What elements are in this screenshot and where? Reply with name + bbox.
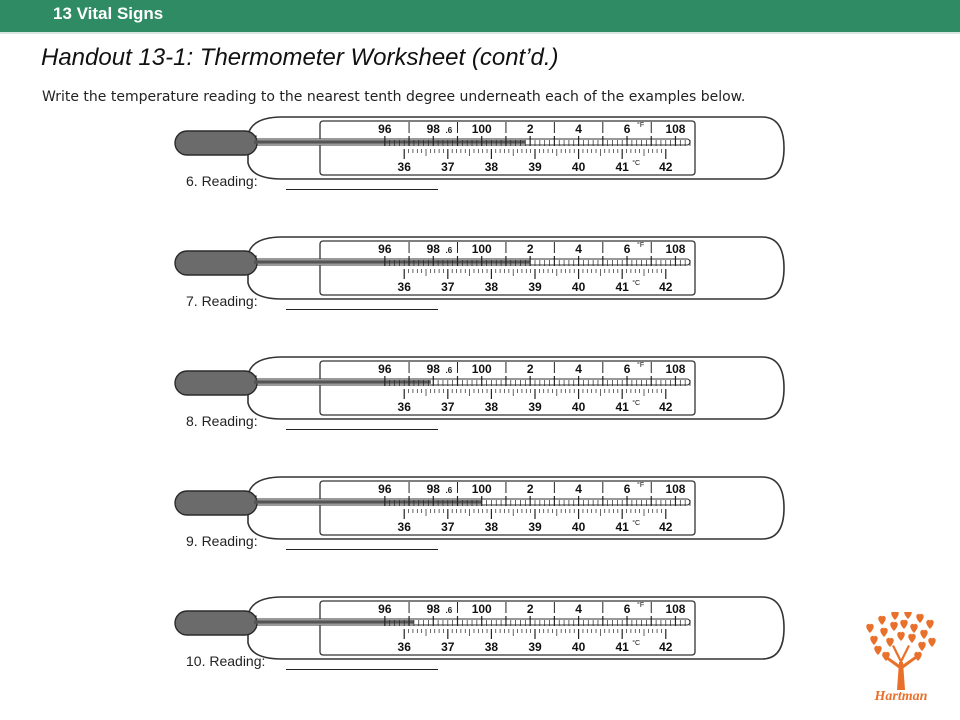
answer-blank[interactable]	[286, 189, 438, 190]
c-scale-label: 37	[441, 160, 455, 174]
f-scale-label: 98	[426, 242, 440, 256]
heart-leaf	[920, 630, 927, 639]
thermometer-item	[0, 233, 960, 333]
f-scale-label: 100	[471, 122, 492, 136]
c-scale-label: 38	[484, 640, 499, 654]
c-scale-label: 40	[571, 520, 586, 534]
c-scale-label: 41	[615, 280, 629, 294]
c-scale-label: 40	[571, 280, 586, 294]
heart-leaf	[928, 638, 935, 647]
c-unit-label: °C	[632, 400, 641, 407]
c-unit-label: °C	[632, 280, 641, 287]
f-scale-label: 100	[471, 482, 492, 496]
c-scale-label: 37	[441, 400, 455, 414]
c-unit-label: °C	[632, 640, 641, 647]
c-scale-label: 40	[571, 400, 586, 414]
f-scale-label: 100	[471, 362, 492, 376]
f-scale-label: 6	[623, 122, 631, 136]
instructions: Write the temperature reading to the nearest tenth degree underneath each of the examples below.	[42, 89, 746, 105]
f-scale-label: .6	[445, 486, 453, 495]
f-scale-label: 100	[471, 602, 492, 616]
f-scale-label: 96	[378, 482, 392, 496]
c-scale-label: 39	[528, 160, 542, 174]
c-scale-label: 42	[659, 400, 673, 414]
heart-leaf	[914, 652, 921, 661]
page-title: Handout 13-1: Thermometer Worksheet (cont’d.)	[41, 44, 559, 71]
c-scale-label: 42	[659, 520, 673, 534]
f-scale-label: .6	[445, 606, 453, 615]
heart-leaf	[918, 642, 925, 651]
c-scale-label: 38	[484, 280, 499, 294]
heart-leaf	[874, 646, 881, 655]
f-scale-label: 96	[378, 602, 392, 616]
f-unit-label: °F	[637, 482, 645, 489]
c-unit-label: °C	[632, 160, 641, 167]
thermometer-illustration	[170, 473, 790, 543]
bulb	[175, 611, 257, 635]
f-scale-label: 4	[575, 602, 582, 616]
f-scale-label: .6	[445, 366, 453, 375]
c-scale-label: 37	[441, 640, 455, 654]
c-scale-label: 42	[659, 280, 673, 294]
f-unit-label: °F	[637, 122, 645, 129]
f-scale-label: 4	[575, 122, 582, 136]
f-unit-label: °F	[637, 602, 645, 609]
f-scale-label: .6	[445, 246, 453, 255]
c-scale-label: 41	[615, 400, 629, 414]
bulb	[175, 371, 257, 395]
thermometer-item	[0, 113, 960, 213]
c-scale-label: 40	[571, 640, 586, 654]
f-scale-label: 6	[623, 242, 631, 256]
f-scale-label: 108	[665, 482, 686, 496]
heart-leaf	[891, 612, 898, 620]
f-scale-label: 2	[526, 242, 534, 256]
tree-icon	[862, 612, 940, 692]
c-scale-label: 37	[441, 520, 455, 534]
c-scale-label: 36	[397, 640, 411, 654]
mercury-column	[254, 260, 530, 264]
c-scale-label: 36	[397, 400, 411, 414]
heart-leaf	[910, 624, 917, 633]
chapter-label: 13 Vital Signs	[53, 4, 164, 23]
thermometer-illustration	[170, 113, 790, 183]
c-scale-label: 38	[484, 520, 499, 534]
f-scale-label: 2	[526, 482, 534, 496]
c-scale-label: 37	[441, 280, 455, 294]
c-scale-label: 41	[615, 640, 629, 654]
f-scale-label: 6	[623, 482, 631, 496]
thermometer-item	[0, 593, 960, 693]
reading-label: 7. Reading:	[186, 293, 258, 309]
heart-leaf	[866, 624, 873, 633]
answer-blank[interactable]	[286, 429, 438, 430]
f-scale-label: 4	[575, 482, 582, 496]
chapter-header-bar	[0, 0, 960, 34]
heart-leaf	[897, 632, 904, 641]
c-scale-label: 40	[571, 160, 586, 174]
heart-leaf	[870, 636, 877, 645]
f-scale-label: .6	[445, 126, 453, 135]
f-scale-label: 4	[575, 242, 582, 256]
heart-leaf	[908, 634, 915, 643]
f-scale-label: 2	[526, 602, 534, 616]
reading-label: 9. Reading:	[186, 533, 258, 549]
f-scale-label: 2	[526, 122, 534, 136]
thermometer-illustration	[170, 233, 790, 303]
logo-wordmark: Hartman	[874, 689, 928, 704]
reading-label: 6. Reading:	[186, 173, 258, 189]
answer-blank[interactable]	[286, 669, 438, 670]
heart-leaf	[900, 620, 907, 629]
bulb	[175, 251, 257, 275]
f-scale-label: 108	[665, 242, 686, 256]
f-scale-label: 98	[426, 482, 440, 496]
c-scale-label: 39	[528, 400, 542, 414]
reading-label: 10. Reading:	[186, 653, 266, 669]
answer-blank[interactable]	[286, 309, 438, 310]
bulb	[175, 131, 257, 155]
f-scale-label: 2	[526, 362, 534, 376]
heart-leaf	[926, 620, 933, 629]
f-scale-label: 96	[378, 242, 392, 256]
heart-leaf	[878, 616, 885, 625]
f-scale-label: 6	[623, 602, 631, 616]
f-scale-label: 108	[665, 122, 686, 136]
thermometer-item	[0, 353, 960, 453]
c-scale-label: 41	[615, 520, 629, 534]
f-unit-label: °F	[637, 362, 645, 369]
f-scale-label: 96	[378, 122, 392, 136]
heart-leaf	[890, 622, 897, 631]
c-scale-label: 42	[659, 640, 673, 654]
c-scale-label: 39	[528, 280, 542, 294]
bulb	[175, 491, 257, 515]
heart-leaf	[916, 614, 923, 623]
f-scale-label: 108	[665, 602, 686, 616]
heart-leaf	[886, 638, 893, 647]
c-scale-label: 39	[528, 640, 542, 654]
reading-label: 8. Reading:	[186, 413, 258, 429]
f-scale-label: 6	[623, 362, 631, 376]
heart-leaf	[880, 628, 887, 637]
answer-blank[interactable]	[286, 549, 438, 550]
f-scale-label: 4	[575, 362, 582, 376]
c-unit-label: °C	[632, 520, 641, 527]
thermometer-item	[0, 473, 960, 573]
heart-leaf	[904, 612, 911, 619]
hartman-logo	[862, 612, 940, 708]
c-scale-label: 41	[615, 160, 629, 174]
f-scale-label: 100	[471, 242, 492, 256]
f-scale-label: 98	[426, 362, 440, 376]
c-scale-label: 38	[484, 160, 499, 174]
f-scale-label: 98	[426, 602, 440, 616]
c-scale-label: 36	[397, 280, 411, 294]
c-scale-label: 42	[659, 160, 673, 174]
f-scale-label: 96	[378, 362, 392, 376]
f-scale-label: 108	[665, 362, 686, 376]
c-scale-label: 38	[484, 400, 499, 414]
c-scale-label: 36	[397, 520, 411, 534]
thermometer-illustration	[170, 353, 790, 423]
c-scale-label: 39	[528, 520, 542, 534]
f-scale-label: 98	[426, 122, 440, 136]
c-scale-label: 36	[397, 160, 411, 174]
f-unit-label: °F	[637, 242, 645, 249]
